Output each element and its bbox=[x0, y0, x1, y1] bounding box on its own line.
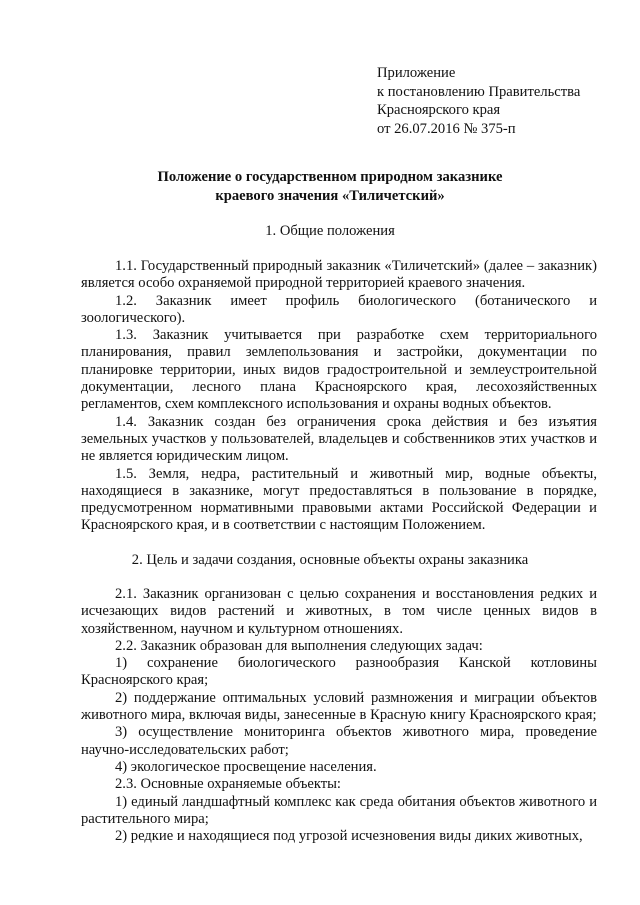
section-2-body bbox=[81, 586, 597, 845]
section-heading: 1. Общие положения bbox=[265, 223, 395, 239]
paragraph: 1.4. Заказник создан без ограничения срока действия и без изъятия земельных участков у пользователей, владельцев и собственников этих участков и не является юридическим лицом. bbox=[81, 413, 597, 465]
paragraph: 1.2. Заказник имеет профиль биологического (ботанического и зоологического). bbox=[81, 292, 597, 326]
section-1-body bbox=[81, 258, 597, 535]
appendix-line: к постановлению Правительства bbox=[377, 83, 581, 100]
section-heading: 2. Цель и задачи создания, основные объекты охраны заказника bbox=[131, 552, 529, 568]
paragraph: 2) поддержание оптимальных условий размножения и миграции объектов животного мира, включая виды, занесенные в Красную книгу Красноярского края; bbox=[81, 689, 597, 724]
paragraph: 2.1. Заказник организован с целью сохранения и восстановления редких и исчезающих видов растений и животных, в том числе ценных видов в хозяйственном, научном и культурном отношениях. bbox=[81, 586, 597, 637]
title-line: Положение о государственном природном заказнике bbox=[157, 169, 503, 185]
appendix-header bbox=[377, 64, 617, 138]
appendix-line: Красноярского края bbox=[377, 102, 501, 118]
paragraph: 1) единый ландшафтный комплекс как среда обитания объектов животного и растительного мира; bbox=[81, 793, 597, 827]
paragraph: 2) редкие и находящиеся под угрозой исчезновения виды диких животных, bbox=[115, 828, 583, 845]
appendix-line: от 26.07.2016 № 375-п bbox=[377, 120, 516, 137]
paragraph: 1) сохранение биологического разнообразия Канской котловины Красноярского края; bbox=[81, 655, 597, 689]
paragraph: 2.2. Заказник образован для выполнения следующих задач: bbox=[115, 637, 483, 654]
paragraph: 1.5. Земля, недра, растительный и животный мир, водные объекты, находящиеся в заказнике, могут предоставляться в пользование в порядке, предусмотренном нормативными правовыми актами Российской Федерации и Красноярского края, и в соответствии с настоящим Положением. bbox=[81, 465, 597, 534]
paragraph: 2.3. Основные охраняемые объекты: bbox=[115, 776, 341, 793]
document-title bbox=[60, 168, 600, 206]
paragraph: 3) осуществление мониторинга объектов животного мира, проведение научно-исследовательских работ; bbox=[81, 724, 597, 758]
title-line: краевого значения «Тиличетский» bbox=[215, 188, 445, 204]
paragraph: 4) экологическое просвещение населения. bbox=[115, 758, 377, 775]
paragraph: 1.3. Заказник учитывается при разработке схем территориального планирования, правил землепользования и застройки, документации по планировке территории, иных видов градостроительной и землеустроительной документации, лесного плана Красноярского края, лесохозяйственных регламентов, схем комплексного использования и охраны водных объектов. bbox=[81, 327, 597, 413]
paragraph: 1.1. Государственный природный заказник «Тиличетский» (далее – заказник) является особо охраняемой природной территорией краевого значения. bbox=[81, 258, 597, 292]
appendix-line: Приложение bbox=[377, 65, 456, 81]
